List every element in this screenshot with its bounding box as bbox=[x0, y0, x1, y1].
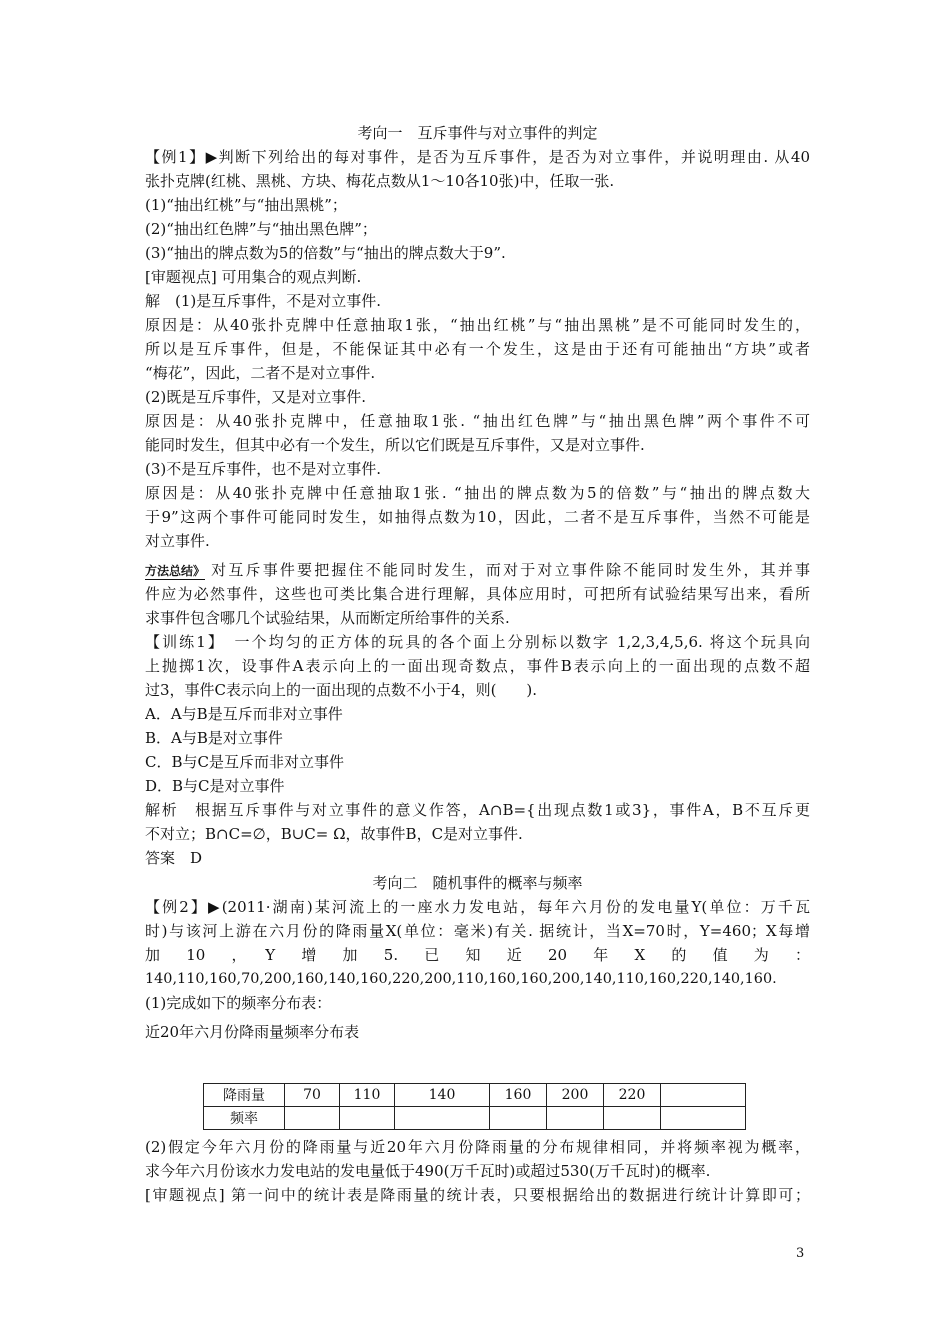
example2-question: 求今年六月份该水力发电站的发电量低于490(万千瓦时)或超过530(万千瓦时)的概率. bbox=[145, 1162, 711, 1180]
frequency-table bbox=[203, 1083, 746, 1130]
example2-line: 【例2】▶(2011·湖南)某河流上的一座水力发电站，每年六月份的发电量Y(单位：万千瓦 bbox=[145, 898, 810, 916]
example1-item: (2)“抽出红色牌”与“抽出黑色牌”； bbox=[145, 220, 377, 238]
solution-line: (3)不是互斥事件，也不是对立事件. bbox=[145, 460, 382, 478]
solution-line: 原因是：从40张扑克牌中任意抽取1张. “抽出的牌点数为5的倍数”与“抽出的牌点数大 bbox=[145, 484, 810, 502]
example1-item: (3)“抽出的牌点数为5的倍数”与“抽出的牌点数大于9”. bbox=[145, 244, 506, 262]
table-cell bbox=[661, 1084, 746, 1107]
example1-line: 张扑克牌(红桃、黑桃、方块、梅花点数从1～10各10张)中，任取一张. bbox=[145, 172, 615, 190]
solution-line: 原因是：从40张扑克牌中任意抽取1张，“抽出红桃”与“抽出黑桃”是不可能同时发生的， bbox=[145, 316, 810, 334]
table-cell bbox=[395, 1107, 490, 1130]
solution-line: 对立事件. bbox=[145, 532, 210, 550]
table-cell bbox=[285, 1107, 340, 1130]
table-row bbox=[204, 1107, 746, 1130]
solution-line: 于9”这两个事件可能同时发生，如抽得点数为10，因此，二者不是互斥事件，当然不可能是 bbox=[145, 508, 810, 526]
train1-line: 过3，事件C表示向上的一面出现的点数不小于4，则( ). bbox=[145, 681, 538, 699]
table-cell bbox=[490, 1107, 547, 1130]
solution-line: 解 (1)是互斥事件，不是对立事件. bbox=[145, 292, 382, 310]
method-summary-line: 求事件包含哪几个试验结果，从而断定所给事件的关系. bbox=[145, 609, 510, 627]
train1-line: 【训练1】 一个均匀的正方体的玩具的各个面上分别标以数字 1,2,3,4,5,6. 将这个玩具向 bbox=[145, 633, 810, 651]
train1-line: 上抛掷1次，设事件A表示向上的一面出现奇数点，事件B表示向上的一面出现的点数不超 bbox=[145, 657, 810, 675]
example2-data: 140,110,160,70,200,160,140,160,220,200,110,160,160,200,140,110,160,220,140,160. bbox=[145, 971, 777, 987]
table-cell: 200 bbox=[547, 1084, 604, 1107]
review-viewpoint: [审题视点] 第一问中的统计表是降雨量的统计表，只要根据给出的数据进行统计计算即可； bbox=[145, 1186, 810, 1204]
table-header-cell: 降雨量 bbox=[204, 1084, 285, 1107]
solution-line: “梅花”，因此，二者不是对立事件. bbox=[145, 364, 376, 382]
review-viewpoint: [审题视点] 可用集合的观点判断. bbox=[145, 268, 362, 286]
solution-line: 所以是互斥事件，但是，不能保证其中必有一个发生，这是由于还有可能抽出“方块”或者 bbox=[145, 340, 810, 358]
solution-line: (2)既是互斥事件，又是对立事件. bbox=[145, 388, 367, 406]
table-cell: 110 bbox=[340, 1084, 395, 1107]
answer-line: 答案 D bbox=[145, 849, 203, 867]
table-cell bbox=[661, 1107, 746, 1130]
method-summary-line: 件应为必然事件，这些也可类比集合进行理解，具体应用时，可把所有试验结果写出来，看所 bbox=[145, 585, 810, 603]
table-cell: 140 bbox=[395, 1084, 490, 1107]
example2-question: (1)完成如下的频率分布表： bbox=[145, 994, 332, 1012]
method-summary-text: 对互斥事件要把握住不能同时发生，而对于对立事件除不能同时发生外，其并事 bbox=[209, 561, 810, 579]
page-number: 3 bbox=[796, 1246, 805, 1261]
analysis-line: 解析 根据互斥事件与对立事件的意义作答，A∩B={出现点数1或3}，事件A，B不互斥更 bbox=[145, 801, 810, 819]
table-header-cell: 频率 bbox=[204, 1107, 285, 1130]
analysis-line: 不对立；B∩C=∅，B∪C= Ω，故事件B，C是对立事件. bbox=[145, 825, 523, 843]
option-c: C．B与C是互斥而非对立事件 bbox=[145, 753, 344, 771]
table-cell bbox=[547, 1107, 604, 1130]
table-cell bbox=[604, 1107, 661, 1130]
solution-line: 能同时发生，但其中必有一个发生，所以它们既是互斥事件，又是对立事件. bbox=[145, 436, 645, 454]
table-cell: 70 bbox=[285, 1084, 340, 1107]
example1-line: 【例1】▶判断下列给出的每对事件，是否为互斥事件，是否为对立事件，并说明理由. 从40 bbox=[145, 148, 810, 166]
table-row bbox=[204, 1084, 746, 1107]
method-summary-line bbox=[145, 558, 810, 582]
method-summary-tag: 方法总结》 bbox=[145, 564, 206, 578]
example2-question: (2)假定今年六月份的降雨量与近20年六月份降雨量的分布规律相同，并将频率视为概率， bbox=[145, 1138, 810, 1156]
table-caption: 近20年六月份降雨量频率分布表 bbox=[145, 1023, 360, 1041]
option-b: B．A与B是对立事件 bbox=[145, 729, 283, 747]
example1-item: (1)“抽出红桃”与“抽出黑桃”； bbox=[145, 196, 347, 214]
table-cell: 220 bbox=[604, 1084, 661, 1107]
section2-title: 考向二 随机事件的概率与频率 bbox=[372, 874, 583, 892]
option-a: A．A与B是互斥而非对立事件 bbox=[145, 705, 343, 723]
table-cell: 160 bbox=[490, 1084, 547, 1107]
example2-line: 加 10 ， Y 增 加 5. 已 知 近 20 年 X 的 值 为 ： bbox=[145, 946, 810, 964]
table-cell bbox=[340, 1107, 395, 1130]
example2-line: 时)与该河上游在六月份的降雨量X(单位：毫米)有关. 据统计，当X=70时，Y=460；X每增 bbox=[145, 922, 810, 940]
option-d: D．B与C是对立事件 bbox=[145, 777, 285, 795]
section1-title: 考向一 互斥事件与对立事件的判定 bbox=[357, 124, 598, 142]
solution-line: 原因是：从40张扑克牌中，任意抽取1张. “抽出红色牌”与“抽出黑色牌”两个事件不可 bbox=[145, 412, 810, 430]
